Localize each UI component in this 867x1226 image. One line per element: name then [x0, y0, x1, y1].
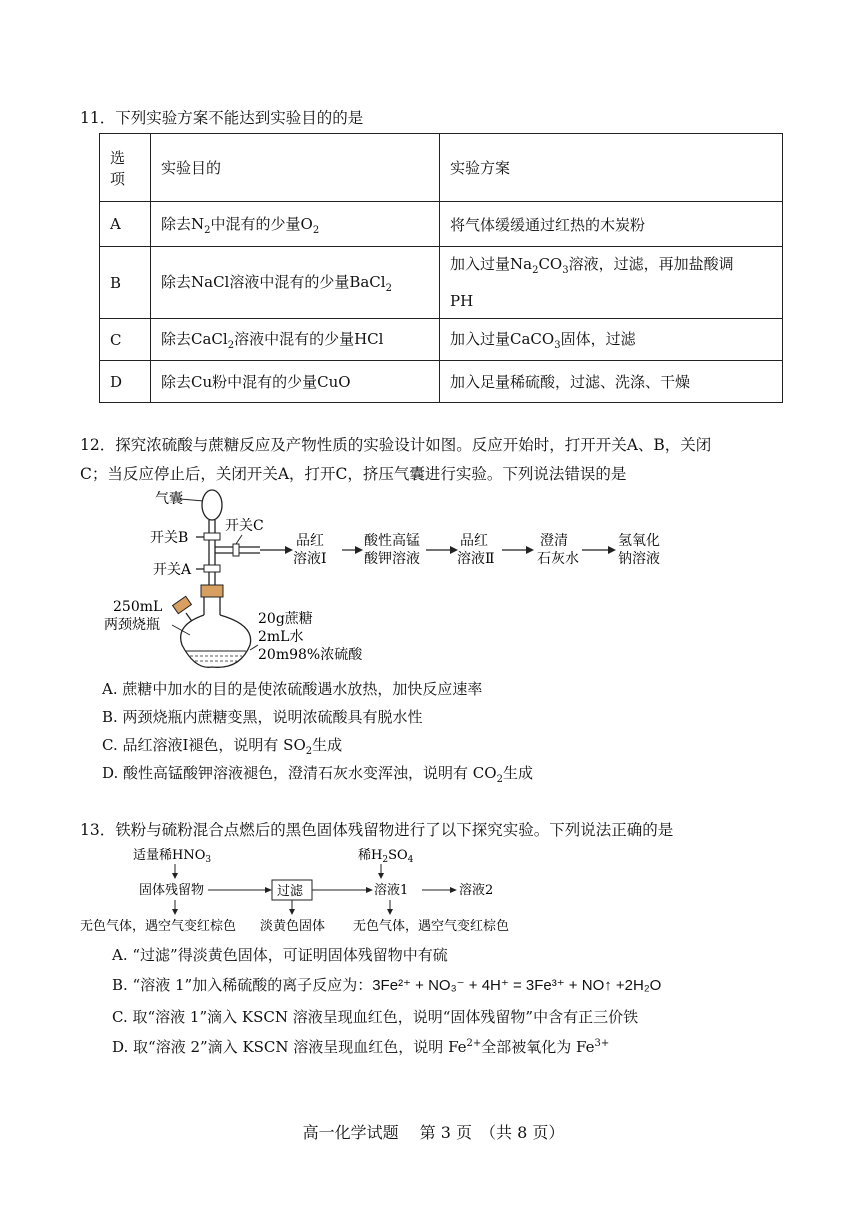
gas-label-2: 无色气体，遇空气变红棕色 [353, 919, 510, 934]
gas-label-1: 无色气体，遇空气变红棕色 [80, 919, 237, 934]
switch-c-label: 开关C [225, 518, 264, 534]
box2-line2: 酸钾溶液 [364, 551, 420, 567]
box1-line2: 溶液Ⅰ [293, 551, 327, 567]
q13-option-c: C. 取“溶液 1”滴入 KSCN 溶液呈现血红色，说明“固体残留物”中含有正三价铁 [112, 1008, 639, 1026]
q13-flow-diagram [78, 842, 558, 937]
row-key: A [100, 202, 151, 247]
question-13-stem: 13．铁粉与硫粉混合点燃后的黑色固体残留物进行了以下探究实验。下列说法正确的是 [80, 821, 674, 839]
box5-line1: 氢氧化 [618, 533, 660, 549]
balloon-label: 气囊 [155, 491, 183, 507]
row-key: D [100, 361, 151, 403]
solution-2: 溶液2 [459, 883, 494, 898]
row-purpose: 除去NaCl溶液中混有的少量BaCl$_2$ [151, 247, 440, 319]
header-plan: 实验方案 [440, 134, 783, 202]
reagent2-label: 稀$H_2SO_4$ [358, 848, 414, 865]
header-option-line2: 项 [110, 169, 126, 188]
table-header-row [100, 134, 783, 202]
table-row [100, 319, 783, 361]
q13-option-a: A. “过滤”得淡黄色固体，可证明固体残留物中有硫 [112, 946, 448, 964]
row-plan: 加入过量CaCO$_3$固体，过滤 [440, 319, 783, 361]
q12-option-c: C. 品红溶液Ⅰ褪色，说明有 $SO_2$生成 [102, 736, 343, 757]
row-plan: 加入过量$Na_2CO_3$溶液，过滤，再加盐酸调 PH [440, 247, 783, 319]
ionic-equation: 3Fe²⁺ + NO₃⁻ + 4H⁺ = 3Fe³⁺ + NO↑ +2H₂O [372, 977, 662, 994]
switch-a-label: 开关A [153, 562, 192, 578]
balloon-icon [202, 490, 222, 520]
question-11-stem: 11．下列实验方案不能达到实验目的的是 [80, 109, 364, 127]
q11-options-table [99, 133, 783, 403]
header-option [100, 134, 151, 202]
side-stopper-icon [173, 596, 192, 613]
solution-1: 溶液1 [374, 883, 409, 898]
q12-option-b: B. 两颈烧瓶内蔗糖变黑，说明浓硫酸具有脱水性 [102, 708, 423, 726]
box3-line1: 品红 [460, 533, 488, 549]
question-12-stem-line2: C；当反应停止后，关闭开关A，打开C，挤压气囊进行实验。下列说法错误的是 [80, 465, 627, 483]
header-purpose: 实验目的 [151, 134, 440, 202]
box1-line1: 品红 [296, 533, 324, 549]
row-key: C [100, 319, 151, 361]
flask-content-2: 2mL水 [258, 629, 304, 645]
switch-c-valve-icon [233, 544, 239, 556]
question-12-stem-line1: 12．探究浓硫酸与蔗糖反应及产物性质的实验设计如图。反应开始时，打开开关A、B，关闭 [80, 436, 712, 454]
box4-line2: 石灰水 [537, 551, 579, 567]
page-footer: 高一化学试题 第 3 页 （共 8 页） [302, 1123, 565, 1142]
table-row [100, 361, 783, 403]
q12-option-d: D. 酸性高锰酸钾溶液褪色，澄清石灰水变浑浊，说明有 $CO_2$生成 [102, 764, 533, 785]
q12-apparatus-diagram [100, 485, 700, 675]
flask-label-2: 两颈烧瓶 [104, 617, 160, 633]
balloon-pointer [180, 499, 204, 501]
row-key: B [100, 247, 151, 319]
stopper-icon [201, 585, 223, 597]
row-purpose: 除去CaCl$_2$溶液中混有的少量HCl [151, 319, 440, 361]
box3-line2: 溶液Ⅱ [457, 551, 495, 567]
flask-label-1: 250mL [113, 599, 163, 615]
row-purpose: 除去$N_2$中混有的少量$O_2$ [151, 202, 440, 247]
filter-label: 过滤 [277, 884, 304, 899]
box2-line1: 酸性高锰 [364, 533, 420, 549]
row-plan: 将气体缓缓通过红热的木炭粉 [440, 202, 783, 247]
header-option-line1: 选 [110, 148, 126, 167]
table-row [100, 202, 783, 247]
box4-line1: 澄清 [540, 533, 568, 549]
yellow-solid-label: 淡黄色固体 [260, 919, 326, 934]
switch-a-valve-icon [204, 565, 220, 572]
box5-line2: 钠溶液 [618, 551, 660, 567]
table-row [100, 247, 783, 319]
row-plan: 加入足量稀硫酸，过滤、洗涤、干燥 [440, 361, 783, 403]
reagent1-label: 适量稀$HNO_3$ [133, 848, 212, 865]
switch-b-label: 开关B [150, 530, 189, 546]
q12-option-a: A. 蔗糖中加水的目的是使浓硫酸遇水放热，加快反应速率 [102, 680, 483, 698]
q13-option-b: B. “溶液 1”加入稀硫酸的离子反应为：3Fe²⁺ + NO₃⁻ + 4H⁺ = 3Fe³⁺ + NO↑ +2H₂O [112, 976, 662, 994]
solid-residue: 固体残留物 [139, 883, 205, 898]
flask-content-1: 20g蔗糖 [258, 611, 313, 627]
q13-option-d: D. 取“溶液 2”滴入 KSCN 溶液呈现血红色，说明 $Fe^{2+}$全部被氧化为 $Fe^{3+}$ [112, 1038, 610, 1056]
switch-b-valve-icon [204, 533, 220, 540]
flask-icon [181, 615, 251, 667]
row-purpose: 除去Cu粉中混有的少量CuO [151, 361, 440, 403]
flask-content-3: 20m98%浓硫酸 [258, 647, 363, 663]
